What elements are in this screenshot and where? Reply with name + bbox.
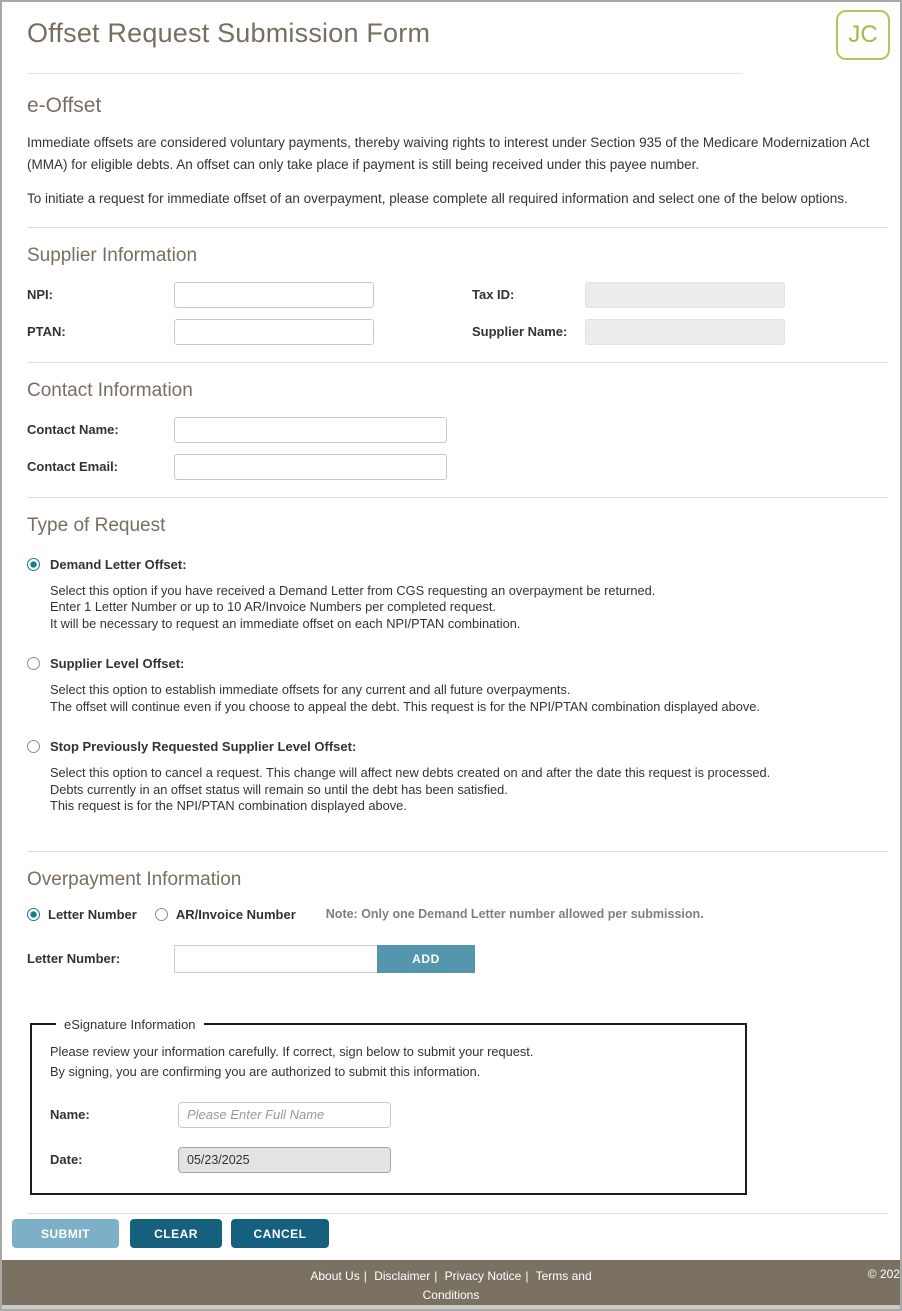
option-demand-letter-offset — [27, 557, 888, 633]
add-button[interactable]: ADD — [377, 945, 475, 973]
footer-separator: | — [434, 1269, 438, 1283]
signature-date-label: Date: — [50, 1152, 83, 1168]
type-of-request-heading: Type of Request — [27, 514, 166, 536]
supplier-row-1 — [27, 282, 888, 308]
contact-info-heading: Contact Information — [27, 379, 193, 401]
supplier-info-heading: Supplier Information — [27, 244, 198, 266]
tax-id-field — [585, 282, 785, 308]
supplier-level-offset-radio[interactable] — [27, 657, 40, 670]
npi-label: NPI: — [27, 287, 53, 303]
signature-name-label: Name: — [50, 1107, 90, 1123]
letter-number-input[interactable] — [174, 945, 377, 973]
esignature-fieldset — [30, 1017, 747, 1195]
option-stop-supplier-level-offset — [27, 739, 888, 815]
user-initials-badge[interactable]: JC — [836, 10, 890, 60]
stop-supplier-level-offset-label[interactable]: Stop Previously Requested Supplier Level Offset: — [50, 739, 357, 755]
contact-name-input[interactable] — [174, 417, 447, 443]
action-buttons — [12, 1219, 329, 1248]
overpayment-radio-row — [27, 907, 888, 922]
section-divider — [27, 851, 888, 852]
supplier-name-field — [585, 319, 785, 345]
ptan-label: PTAN: — [27, 324, 66, 340]
ptan-input[interactable] — [174, 319, 374, 345]
page-title: Offset Request Submission Form — [27, 18, 431, 48]
esignature-date-row — [50, 1147, 745, 1173]
letter-number-radio-label[interactable]: Letter Number — [48, 906, 137, 922]
contact-row-2 — [27, 454, 888, 480]
signature-name-input[interactable] — [178, 1102, 391, 1128]
overpayment-info-heading: Overpayment Information — [27, 868, 242, 890]
footer-separator: | — [363, 1269, 367, 1283]
contact-name-label: Contact Name: — [27, 422, 119, 438]
esignature-line-1: Please review your information carefully. If correct, sign below to submit your request. — [50, 1043, 534, 1059]
option-supplier-level-offset — [27, 656, 888, 715]
letter-number-radio[interactable] — [27, 908, 40, 921]
submit-button[interactable]: SUBMIT — [12, 1219, 119, 1248]
stop-supplier-level-offset-description: Select this option to cancel a request. This change will affect new debts created on and after the date this request is processed. Debts currently in an offset status will remain so until the debt has been satisfied. This request is for the NPI/PTAN combination displayed above. — [50, 765, 771, 814]
footer-links — [295, 1267, 607, 1305]
footer-separator: | — [525, 1269, 529, 1283]
footer-copyright: © 202 — [867, 1267, 900, 1281]
letter-number-row — [27, 945, 888, 973]
section-divider — [27, 227, 888, 228]
contact-row-1 — [27, 417, 888, 443]
signature-date-field — [178, 1147, 391, 1173]
supplier-level-offset-label[interactable]: Supplier Level Offset: — [50, 656, 185, 672]
letter-number-label: Letter Number: — [27, 951, 121, 967]
demand-letter-offset-radio[interactable] — [27, 558, 40, 571]
eoffset-heading: e-Offset — [27, 94, 102, 117]
section-divider — [27, 1213, 888, 1214]
footer-link-privacy-notice[interactable]: Privacy Notice — [444, 1269, 522, 1283]
ar-invoice-number-radio[interactable] — [155, 908, 168, 921]
esignature-name-row — [50, 1102, 745, 1128]
stop-supplier-level-offset-radio[interactable] — [27, 740, 40, 753]
intro-paragraph-1: Immediate offsets are considered voluntary payments, thereby waiving rights to interest under Section 935 of the Medicare Modernization Act (MMA) for eligible debts. An offset can only take place if payment is still being received under this payee number. — [27, 135, 870, 172]
title-divider — [27, 73, 742, 74]
contact-email-label: Contact Email: — [27, 459, 119, 475]
demand-letter-offset-label[interactable]: Demand Letter Offset: — [50, 556, 187, 572]
intro-paragraph-2: To initiate a request for immediate offset of an overpayment, please complete all required information and select one of the below options. — [27, 190, 848, 206]
footer — [2, 1260, 900, 1305]
demand-letter-offset-description: Select this option if you have received a Demand Letter from CGS requesting an overpayment be returned. Enter 1 Letter Number or up to 10 AR/Invoice Numbers per completed request. It will be necessary to request an immediate offset on each NPI/PTAN combination. — [50, 582, 656, 631]
window-bottom-edge — [2, 1305, 900, 1309]
clear-button[interactable]: CLEAR — [130, 1219, 222, 1248]
footer-link-about-us[interactable]: About Us — [310, 1269, 360, 1283]
section-divider — [27, 497, 888, 498]
esignature-line-2: By signing, you are confirming you are authorized to submit this information. — [50, 1064, 481, 1080]
footer-link-terms-and-conditions[interactable]: Terms and Conditions — [422, 1269, 592, 1303]
contact-email-input[interactable] — [174, 454, 447, 480]
overpayment-note: Note: Only one Demand Letter number allowed per submission. — [325, 907, 704, 922]
supplier-level-offset-description: Select this option to establish immediate offsets for any current and all future overpayments. The offset will continue even if you choose to appeal the debt. This request is for the NPI/PTAN combination displayed above. — [50, 682, 760, 714]
tax-id-label: Tax ID: — [472, 287, 515, 303]
supplier-row-2 — [27, 319, 888, 345]
supplier-name-label: Supplier Name: — [472, 324, 568, 340]
ar-invoice-number-radio-label[interactable]: AR/Invoice Number — [175, 906, 296, 922]
section-divider — [27, 362, 888, 363]
esignature-legend: eSignature Information — [64, 1016, 196, 1032]
footer-link-disclaimer[interactable]: Disclaimer — [374, 1269, 431, 1283]
npi-input[interactable] — [174, 282, 374, 308]
cancel-button[interactable]: CANCEL — [231, 1219, 329, 1248]
